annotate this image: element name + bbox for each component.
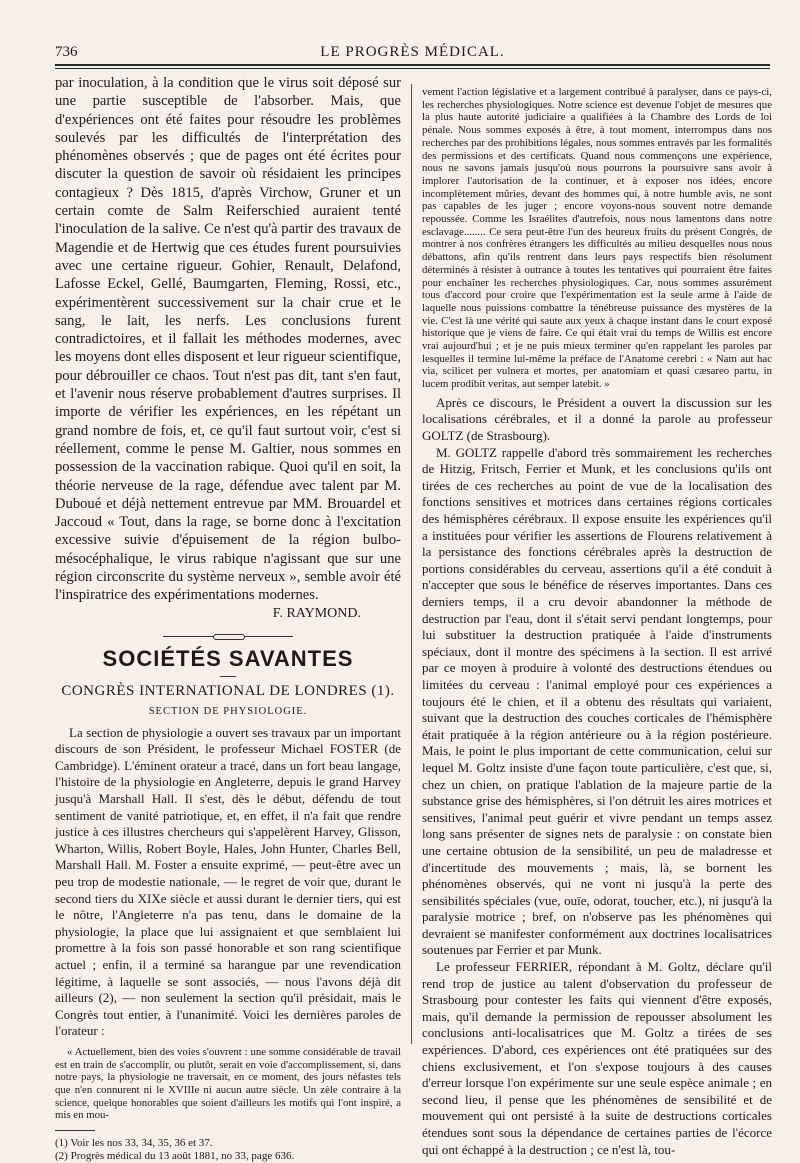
author-signature: F. RAYMOND.: [272, 605, 361, 621]
running-title: LE PROGRÈS MÉDICAL.: [320, 44, 505, 60]
discussion-paragraph: Après ce discours, le Président a ouvert la discussion sur les localisations cérébrales, et il a donné la parole au professeur GOLTZ (de Strasbourg).: [422, 394, 772, 444]
ornament-divider: [163, 634, 293, 640]
page-number: 736: [55, 44, 78, 60]
congress-title: CONGRÈS INTERNATIONAL DE LONDRES (1).: [61, 682, 395, 699]
foster-paragraph: La section de physiologie a ouvert ses travaux par un important discours de son Président, le professeur Michael FOSTER (de Cambridge). L'éminent orateur a tracé, dans un fort beau langage, l'histoire de la physiologie en Angleterre, depuis le grand Harvey jusqu'à Marshall Hall. Il s'est, dès le début, défendu de tout sentiment de vanité patriotique, et, en effet, il n'a fait que rendre justice à ces illustres chercheurs qui s'appelèrent Harvey, Glisson, Wharton, Willis, Robert Boyle, Hales, John Hunter, Charles Bell, Marshall Hall. M. Foster a ensuite exprimé, — peut-être avec un peu trop de modestie nationale, — le regret de voir que, durant le second tiers du XIXe siècle et aussi durant le dernier tiers, qui est le nôtre, l'Angleterre n'a pas tenu, dans le domaine de la physiologie, la place que lui assignaient et que semblaient lui promettre à la fois son passé honorable et son rang scientifique actuel ; enfin, il a terminé sa harangue par une revendication légitime, à laquelle se sont associés, — nous l'avons déjà dit ailleurs (2), — non seulement la section qu'il présidait, mais le Congrès tout entier, à l'unanimité. Voici les dernières paroles de l'orateur :: [55, 724, 401, 1039]
foster-quote-continued: vement l'action législative et a largement contribué à paralyser, dans ce pays-ci, les recherches physiologiques. Notre science est devenue l'objet de mesures que la plus haute autorité judiciaire a qualifiées à la Chambre des Lords de loi pénale. Nous sommes exposés à être, à tout moment, interrompus dans nos recherches par des prohibitions légales, nous sommes entravés par les formalités des permissions et des certificats. Quand nous commençons une expérience, nous ne savons jamais jusqu'où nous pourrons la poursuivre sans avoir à implorer l'autorisation de la continuer, et à exposer nos idées, encore incomplètement mûries, devant des hommes qui, à notre humble avis, ne sont pas capables de les juger ; encore voyons-nous souvent notre demande repoussée. Comme les Israélites d'autrefois, nous nous lamentons dans notre esclavage........ Ce sera peut-être l'un des heureux fruits du présent Congrès, de montrer à nos confrères étrangers les difficultés au milieu desquelles nous nous débattons, afin qu'ils rentrent dans leurs pays respectifs bien résolument déterminés à résister à outrance à toutes les tentatives qui pourraient être faites pour enchaîner les recherches physiologiques. Car, nous sommes assurément tous d'accord pour croire que l'expérimentation est la seule arme à l'aide de laquelle nous puissions combattre la ténébreuse puissance des mystères de la vie. C'est là une vérité qui saute aux yeux à chaque instant dans le court exposé historique que je viens de faire. Ce qui était vrai du temps de Willis est encore vrai aujourd'hui ; et je ne puis mieux terminer qu'en rappelant les paroles par lesquelles il termine lui-même la préface de l'Anatome cerebri : « Nam aut hac via, scilicet per vulnera et mortes, per anatomiam et quasi cæsareo partu, in lucem prodibit veritas, aut semper latebit. »: [422, 86, 772, 391]
footnote-rule: [55, 1130, 95, 1131]
right-column: [422, 86, 772, 1158]
page-header: [55, 40, 770, 64]
subsection-title: SECTION DE PHYSIOLOGIE.: [148, 705, 308, 717]
header-rule-thin: [55, 68, 770, 69]
section-heading: SOCIÉTÉS SAVANTES: [102, 645, 354, 671]
column-divider: [411, 84, 412, 1044]
footnote-1: (1) Voir les nos 33, 34, 35, 36 et 37.: [55, 1137, 213, 1150]
ferrier-paragraph: Le professeur FERRIER, répondant à M. Goltz, déclare qu'il rend trop de justice au talent d'observation du professeur de Strasbourg pour contester les faits qui viennent d'être exposés, mais, qu'il demande la permission de repousser absolument les conclusions anti-localisatrices que M. Goltz a tirées de ses expériences. D'abord, ces expériences ont été pratiquées sur des chiens exclusivement, et l'on s'expose toujours à des causes d'erreur lorsque l'on expérimente sur une seule espèce animale ; en second lieu, il pense que les phénomènes de sensibilité et de mouvement qui ont persisté à la suite de destructions corticales étendues sont sous la dépendance de certaines parties de l'écorce qui ont échappé à la destruction ; ce n'est là, tou-: [422, 959, 772, 1157]
heading-dash: [220, 676, 236, 677]
left-column: [55, 74, 401, 1163]
rabies-paragraph: par inoculation, à la condition que le virus soit déposé sur une partie susceptible de l'absorber. Mais, que d'expériences ont été faites pour résoudre les problèmes soulevés par les difficultés de l'interprétation des phénomènes observés ; que de pages ont été écrites pour discuter la question de savoir où résidaient les principes contagieux ? Dès 1815, d'après Virchow, Gruner et un certain comte de Salm Reiferschied auraient tenté l'inoculation de la salive. Ce n'est qu'à partir des travaux de Magendie et de Hertwig que ces études furent poursuivies avec une certaine rigueur. Gohier, Renault, Delafond, Lafosse Eckel, Gellé, Baumgarten, Fleming, Rossi, etc., expérimentèrent successivement sur la chair crue et le sang, le lait, les nerfs. Les conclusions furent contradictoires, et il fallait les méthodes modernes, avec les moyens dont elles disposent et leur rigueur scientifique, pour débrouiller ce chaos. Tout n'est pas dit, tant s'en faut, et l'avenir nous réserve probablement d'autres surprises. Il importe de vérifier les expériences, en les répétant un grand nombre de fois, et, ce qu'il faut surtout voir, c'est si réellement, comme le pense M. Galtier, nous sommes en possession de la vaccination rabique. Quoi qu'il en soit, la théorie nerveuse de la rage, défendue avec talent par M. Duboué et déjà nettement entrevue par MM. Brouardel et Jaccoud « Tout, dans la rage, se borne donc à l'excitation excessive suivie d'épuisement de la région bulbo-mésocéphalique, le virus rabique n'agissant que sur une région circonscrite du système nerveux », semble avoir été l'inspiratrice des expérimentations modernes.: [55, 75, 401, 604]
foster-quote: « Actuellement, bien des voies s'ouvrent : une somme considérable de travail est en train de s'accomplir, ou plutôt, serait en voie d'accomplissement, si, dans notre pays, la physiologie ne traversait, en ce moment, des jours néfastes tels que n'en connurent ni le XVIIIe ni aucun autre siècle. Un zèle contraire à la science, quelque honorables que soient d'ailleurs les motifs qui l'ont inspiré, a mis en mou-: [55, 1045, 401, 1122]
header-rule: [55, 64, 770, 66]
footnote-2: (2) Progrès médical du 13 août 1881, no 33, page 636.: [55, 1150, 295, 1163]
goltz-paragraph: M. GOLTZ rappelle d'abord très sommairement les recherches de Hitzig, Fritsch, Ferrier et Munk, et les conclusions qu'ils ont tirées de ces recherches au point de vue de la localisation des fonctions sensitives et motrices dans certaines régions corticales des hémisphères cérébraux. Il expose ensuite les expériences qu'il a instituées pour vérifier les assertions de Flourens relativement à la persistance des fonctions cérébrales après la destruction de portions considérables du cerveau, assertions qu'il a été conduit à n'accepter que sous le bénéfice de réserves importantes. Dans ces derniers temps, il a cru devoir abandonner la méthode de destruction par l'eau, dont il s'était servi pendant longtemps, pour lui substituer la destruction pratiquée à l'aide d'instruments spéciaux, dont il montre des spécimens à la section. Il est arrivé par ce moyen à produire à volonté des destructions étendues ou limitées du cerveau : l'animal employé pour ces expériences a toujours été le chien, et il a obtenu des résultats qui variaient, suivant que la destruction des couches corticales de l'hémisphère était pratiquée à la région antérieure ou à la région postérieure. Mais, le point le plus important de cette communication, celui sur lequel M. Goltz insiste d'une façon toute particulière, c'est que, si, chez un chien, on pratique l'ablation de la majeure partie de la substance grise des hémisphères, si l'on détruit les aires motrices et sensitives, l'animal peut guérir et vivre pendant un temps assez long sans présenter de signes nets de paralysie : on constate bien une certaine obtusion de la sensibilité, un peu de maladresse et d'incertitude des mouvements ; mais, là, se bornent les phénomènes observés, qui ne vont ni jusqu'à la perte des sensibilités spéciales (vue, ouïe, odorat, toucher, etc.), ni jusqu'à la paralysie motrice ; bref, on n'observe pas les phénomènes qui devraient se manifester conformément aux doctrines localisatrices soutenues par Ferrier et par Munk.: [422, 444, 772, 958]
